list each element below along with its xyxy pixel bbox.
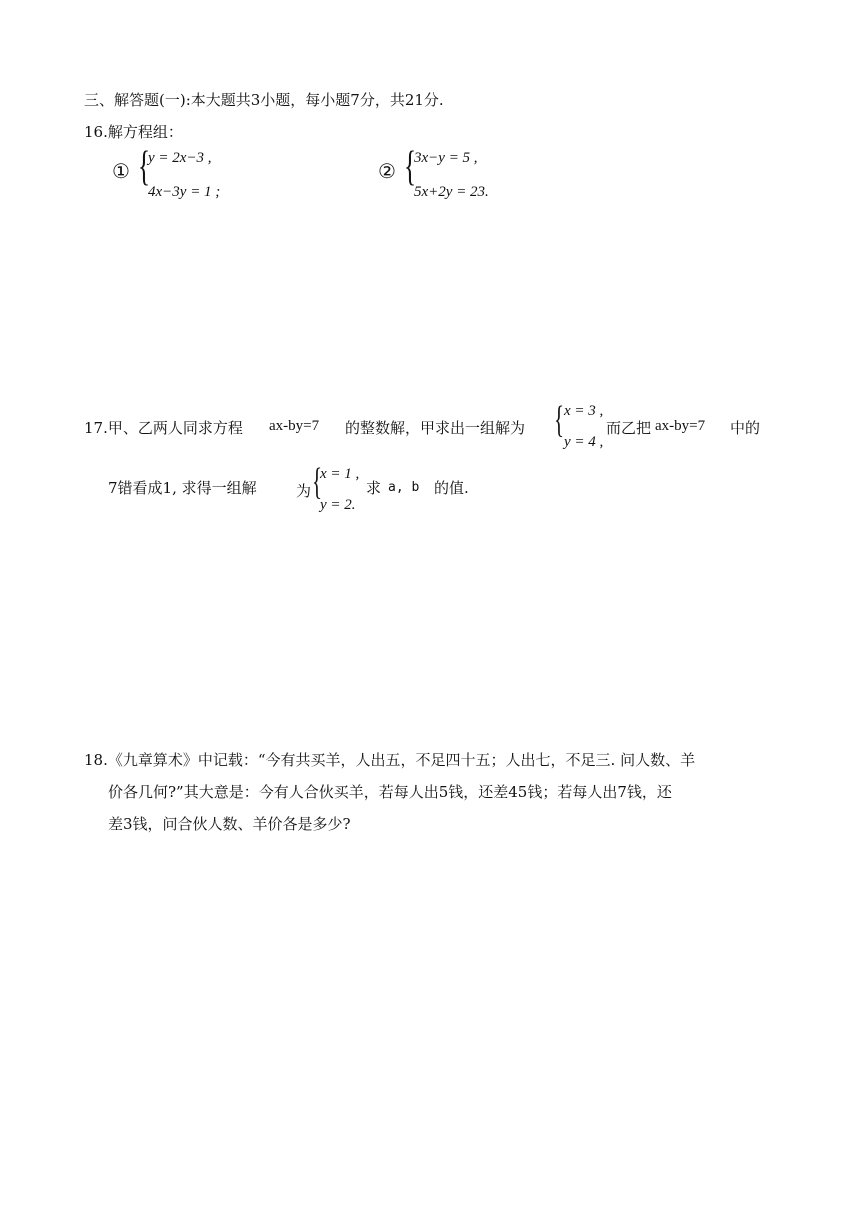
q18-line-3: 差3钱，问合伙人数、羊价各是多少? (108, 815, 351, 833)
brace-icon: { (312, 461, 323, 503)
sys2-equation-2: 5x+2y = 23. (414, 184, 489, 200)
question-16-label: 16.解方程组： (84, 123, 183, 141)
brace-icon: { (554, 399, 565, 441)
q18-line-1: 18.《九章算术》中记载：“今有共买羊，人出五，不足四十五；人出七，不足三. 问人数、羊 (84, 751, 696, 769)
marker-1: ① (112, 159, 130, 183)
q17-solution-1-x: x = 3 , (564, 403, 604, 419)
section-heading: 三、解答题(一):本大题共3小题，每小题7分，共21分. (84, 91, 444, 109)
brace-icon: { (138, 144, 151, 190)
q17-line2-vars: a, b (388, 480, 420, 495)
q17-line2-prefix: 7错看成1, 求得一组解 (108, 479, 257, 497)
q17-line1-end: 中的 (730, 419, 761, 437)
q17-line2-ask: 求 (366, 479, 382, 497)
q17-line2-wei: 为 (296, 482, 312, 500)
q17-line1-prefix: 17.甲、乙两人同求方程 (84, 419, 243, 437)
q17-line2-end: 的值. (434, 479, 469, 497)
q18-line-2: 价各几何?”其大意是：今有人合伙买羊，若每人出5钱，还差45钱；若每人出7钱，还 (108, 783, 672, 801)
sys1-equation-2: 4x−3y = 1 ; (148, 184, 221, 200)
q17-solution-2-y: y = 2. (320, 497, 356, 513)
sys2-equation-1: 3x−y = 5 , (414, 150, 478, 166)
q17-line1-mid: 的整数解，甲求出一组解为 (345, 419, 526, 437)
q17-line1-suffix: 而乙把 (606, 419, 652, 437)
brace-icon: { (404, 144, 417, 190)
q17-equation-a: ax-by=7 (269, 418, 320, 434)
marker-2: ② (378, 159, 396, 183)
q17-solution-1-y: y = 4 , (564, 434, 604, 450)
q17-solution-2-x: x = 1 , (320, 466, 360, 482)
q17-equation-b: ax-by=7 (655, 418, 706, 434)
sys1-equation-1: y = 2x−3 , (148, 150, 212, 166)
